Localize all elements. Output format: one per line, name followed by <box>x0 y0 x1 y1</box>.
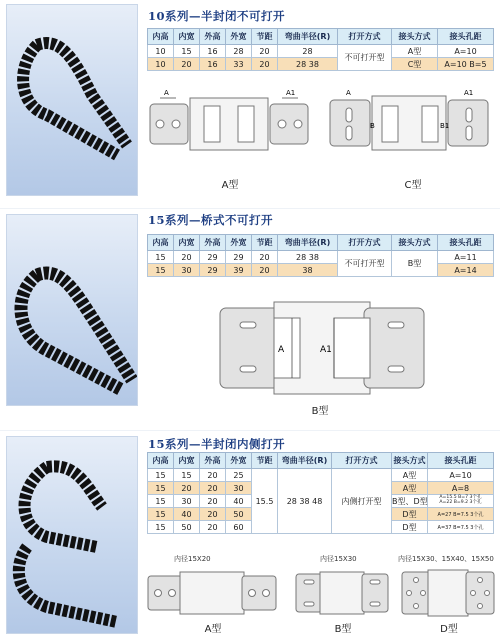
col-pitch: 节距 <box>252 453 278 469</box>
cell: 15 <box>148 521 174 534</box>
dim-label: A1 <box>286 89 296 97</box>
cell: 15 <box>148 251 174 264</box>
section-title: 15系列—半封闭内侧打开 <box>148 437 286 451</box>
cable-chain-illustration <box>7 215 137 405</box>
cell: A=14 <box>438 264 494 277</box>
col-outer-width: 外宽 <box>226 453 252 469</box>
cell-radius: 28 38 48 <box>278 469 332 534</box>
cable-chain-illustration <box>7 437 137 633</box>
cell: 20 <box>174 251 200 264</box>
cell: 50 <box>174 521 200 534</box>
diagram-note: 内径15X30、15X40、15X50 <box>398 555 494 563</box>
product-photo-15-bridge <box>6 214 138 406</box>
cell: 20 <box>252 251 278 264</box>
cell: 20 <box>200 469 226 482</box>
cell: 28 <box>226 45 252 58</box>
cell: A型 <box>392 482 428 495</box>
cell: 15 <box>148 508 174 521</box>
cell: 20 <box>174 58 200 71</box>
cell: 16 <box>200 58 226 71</box>
cell: 29 <box>226 251 252 264</box>
cell: A=27 B=7.5 3个孔 <box>428 508 494 521</box>
cell-joint-type: B型 <box>392 251 438 277</box>
table-row <box>148 45 494 58</box>
cell: 30 <box>174 264 200 277</box>
col-inner-height: 内高 <box>148 453 174 469</box>
cell: 33 <box>226 58 252 71</box>
cell: B型、D型 <box>392 496 428 506</box>
product-photo-10-series <box>6 4 138 196</box>
dim-label: A <box>278 345 285 355</box>
diagram-type-b <box>216 296 428 396</box>
cell: 20 <box>200 482 226 495</box>
col-pitch: 节距 <box>252 29 278 45</box>
spec-table <box>147 28 494 71</box>
cell: A型 <box>392 469 428 482</box>
table-header-row <box>148 29 494 45</box>
col-outer-height: 外高 <box>200 235 226 251</box>
cell-open-mode: 不可打开型 <box>338 251 392 277</box>
table-row <box>148 58 494 71</box>
diagram-note: 内径15X20 <box>174 555 211 563</box>
col-outer-width: 外宽 <box>226 29 252 45</box>
table-header-row <box>148 235 494 251</box>
col-open-mode: 打开方式 <box>338 29 392 45</box>
cell-open-mode: 不可打开型 <box>338 45 392 71</box>
col-inner-width: 内宽 <box>174 29 200 45</box>
diagram-caption-b: B型 <box>311 406 329 417</box>
table-row <box>148 251 494 264</box>
cell: 28 38 <box>278 251 338 264</box>
col-inner-height: 内高 <box>148 235 174 251</box>
col-outer-height: 外高 <box>200 29 226 45</box>
col-inner-width: 内宽 <box>174 235 200 251</box>
diagram-caption-d: D型 <box>440 624 458 635</box>
cell-open-mode: 内侧打开型 <box>332 469 392 534</box>
cell: A=37 B=7.5 3个孔 <box>428 521 494 534</box>
section-15-bridge <box>0 208 500 430</box>
cell: 15 <box>148 469 174 482</box>
section-10-series <box>0 0 500 208</box>
col-open-mode: 打开方式 <box>338 235 392 251</box>
table-header-row <box>148 453 494 469</box>
cell: D型 <box>392 508 428 521</box>
cell: 20 <box>252 58 278 71</box>
cable-chain-illustration <box>7 5 137 195</box>
cell: 40 <box>226 495 252 508</box>
product-photo-15-inner-open <box>6 436 138 634</box>
col-hole-distance: 接头孔距 <box>438 29 494 45</box>
cell: 20 <box>252 45 278 58</box>
cell: 38 <box>278 264 338 277</box>
cell: 30 <box>174 495 200 508</box>
cell: 15 <box>148 495 174 508</box>
dim-label: B <box>370 122 375 130</box>
col-hole-distance: 接头孔距 <box>438 235 494 251</box>
cell: 20 <box>200 508 226 521</box>
table-row <box>148 469 494 482</box>
cell: A型 <box>392 45 438 58</box>
cell: 28 38 <box>278 58 338 71</box>
cell: 10 <box>148 45 174 58</box>
cell: 15 <box>148 264 174 277</box>
section-title: 15系列—桥式不可打开 <box>148 213 274 227</box>
diagram-type-d-small <box>400 568 496 618</box>
col-inner-width: 内宽 <box>174 453 200 469</box>
dim-label: A <box>346 89 351 97</box>
cell: A=8 <box>428 482 494 495</box>
dim-label: B1 <box>440 122 450 130</box>
cell: 20 <box>200 495 226 508</box>
col-bend-radius: 弯曲半径(R) <box>278 235 338 251</box>
cell-pitch: 15.5 <box>252 469 278 534</box>
diagram-type-a-small <box>146 568 278 618</box>
cell: 20 <box>200 521 226 534</box>
cell: 29 <box>200 264 226 277</box>
cell: 20 <box>252 264 278 277</box>
cell: A=15.5 B=7 3个孔 A=22 B=9.2 3个孔 <box>428 495 494 508</box>
cell: 25 <box>226 469 252 482</box>
cell: 29 <box>200 251 226 264</box>
col-joint-type: 接头方式 <box>392 29 438 45</box>
dim-label: A <box>164 89 169 97</box>
cell: 50 <box>226 508 252 521</box>
cell: A=10 B=5 <box>438 58 494 71</box>
diagram-caption-c: C型 <box>404 180 422 191</box>
col-joint-type: 接头方式 <box>392 453 428 469</box>
spec-table <box>147 452 494 534</box>
cell: D型 <box>392 521 428 534</box>
cell: 39 <box>226 264 252 277</box>
cell: 28 <box>278 45 338 58</box>
diagram-caption-b: B型 <box>334 624 352 635</box>
diagram-note: 内径15X30 <box>320 555 357 563</box>
col-bend-radius: 弯曲半径(R) <box>278 29 338 45</box>
cell: 20 <box>174 482 200 495</box>
table-row <box>148 264 494 277</box>
section-title: 10系列—半封闭不可打开 <box>148 9 286 23</box>
col-open-mode: 打开方式 <box>332 453 392 469</box>
diagram-type-c <box>326 86 492 156</box>
cell: 30 <box>226 482 252 495</box>
cell: 15 <box>174 45 200 58</box>
section-15-inner-open <box>0 430 500 636</box>
col-hole-distance: 接头孔距 <box>428 453 494 469</box>
diagram-type-b-small <box>294 568 390 618</box>
diagram-caption-a: A型 <box>204 624 222 635</box>
cell: 16 <box>200 45 226 58</box>
dim-label: A1 <box>464 89 474 97</box>
cell: C型 <box>392 58 438 71</box>
cell: A=10 <box>438 45 494 58</box>
diagram-caption-a: A型 <box>221 180 239 191</box>
col-bend-radius: 弯曲半径(R) <box>278 453 332 469</box>
cell: 15 <box>174 469 200 482</box>
cell: A=11 <box>438 251 494 264</box>
cell: 10 <box>148 58 174 71</box>
diagram-type-a <box>146 86 312 156</box>
col-outer-height: 外高 <box>200 453 226 469</box>
cell: 60 <box>226 521 252 534</box>
col-outer-width: 外宽 <box>226 235 252 251</box>
cell: 40 <box>174 508 200 521</box>
cell: A=10 <box>428 469 494 482</box>
cell: 15 <box>148 482 174 495</box>
col-joint-type: 接头方式 <box>392 235 438 251</box>
spec-table <box>147 234 494 277</box>
dim-label: A1 <box>320 345 332 355</box>
col-inner-height: 内高 <box>148 29 174 45</box>
col-pitch: 节距 <box>252 235 278 251</box>
